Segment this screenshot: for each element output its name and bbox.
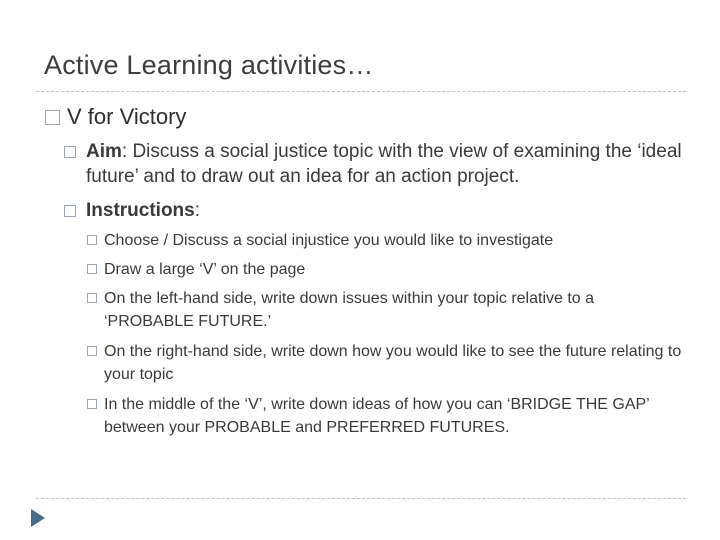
bullet-text: V for Victory [67,104,187,129]
step-item [87,340,687,386]
title-divider [36,91,686,92]
step-item [87,229,687,252]
instructions-label: Instructions [86,200,195,221]
step-text: On the right-hand side, write down how you would like to see the future relating to your topic [104,343,682,383]
aim-text [86,139,684,189]
step-item [87,393,687,439]
aim-body: : Discuss a social justice topic with the view of examining the ‘ideal future’ and to draw out an idea for an action project. [86,141,682,187]
square-bullet-icon [64,146,76,158]
next-slide-arrow-icon[interactable] [30,508,46,528]
bullet-v-for-victory [45,104,186,130]
bullet-aim [64,139,684,189]
step-text: Choose / Discuss a social injustice you would like to investigate [104,232,554,249]
step-text: Draw a large ‘V’ on the page [104,261,306,278]
step-text: On the left-hand side, write down issues within your topic relative to a ‘PROBABLE FUTURE.’ [104,290,595,330]
instructions-text [86,198,200,223]
step-text: In the middle of the ‘V’, write down ideas of how you can ‘BRIDGE THE GAP’ between your PROBABLE and PREFERRED FUTURES. [104,396,650,436]
square-bullet-icon [87,293,97,303]
step-item [87,287,687,333]
square-bullet-icon [87,235,97,245]
footer-divider [36,498,686,499]
bullet-instructions [64,198,684,223]
slide-title: Active Learning activities… [44,50,374,80]
square-bullet-icon [64,205,76,217]
step-item [87,258,687,281]
square-bullet-icon [87,346,97,356]
aim-label: Aim [86,141,122,162]
square-bullet-icon [87,264,97,274]
instructions-suffix: : [194,200,201,221]
square-bullet-icon [87,399,97,409]
square-bullet-icon [45,110,60,125]
